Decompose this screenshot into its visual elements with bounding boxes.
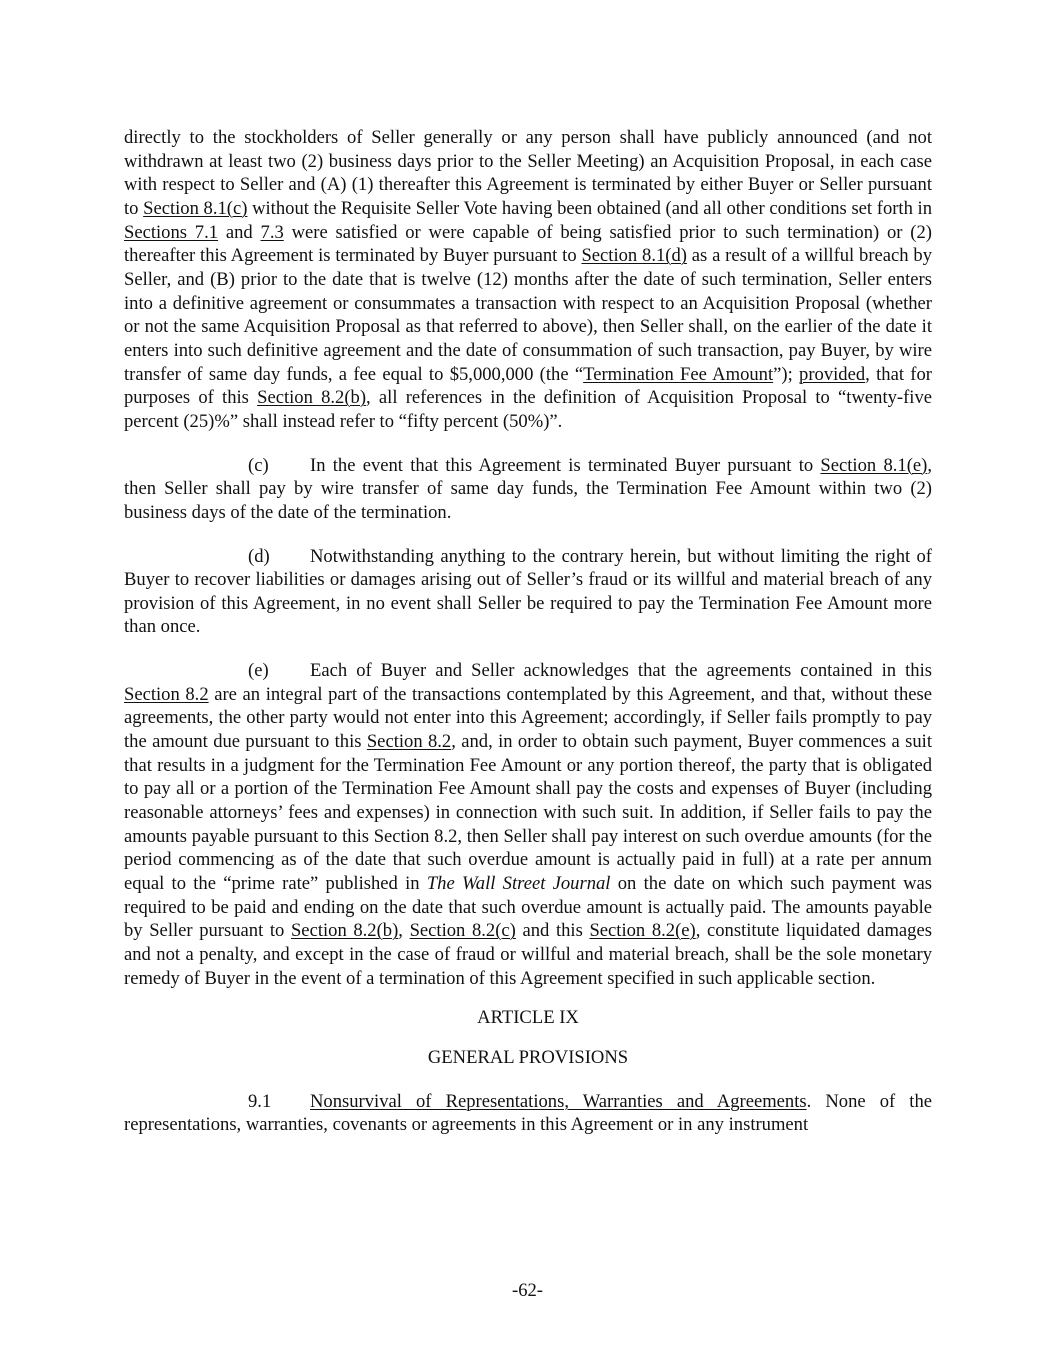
clause-label: (d) — [248, 545, 270, 567]
cross-reference-link[interactable]: Section 8.2(b) — [257, 387, 367, 409]
cross-reference-link[interactable]: Section 8.2(e) — [589, 920, 696, 942]
paragraph-8-2-c: (c) In the event that this Agreement is terminated Buyer pursuant to Section 8.1(e), then Seller shall pay by wire transfer of same day funds, the Termination Fee Amount within two (2) business days of the date of the termination. — [124, 454, 932, 523]
cross-reference-link[interactable]: Section 8.2(c) — [409, 920, 516, 942]
cross-reference-link[interactable]: Section 8.1(e) — [820, 454, 928, 476]
paragraph-8-2-d: (d) Notwithstanding anything to the contrary herein, but without limiting the right of Buyer to recover liabilities or damages arising out of Seller’s fraud or its willful and material breach of any provision of this Agreement, in no event shall Seller be required to pay the Termination Fee Amount more than once. — [124, 545, 932, 638]
section-number: 9.1 — [248, 1090, 272, 1112]
cross-reference-link[interactable]: Section 8.1(c) — [143, 197, 248, 219]
cross-reference-link[interactable]: Sections 7.1 — [124, 221, 219, 243]
section-9-1: 9.1 Nonsurvival of Representations, Warranties and Agreements. None of the representations, warranties, covenants or agreements in this Agreement or in any instrument — [124, 1090, 932, 1136]
page-number: -62- — [512, 1280, 543, 1301]
paragraph-8-2-e: (e) Each of Buyer and Seller acknowledges that the agreements contained in this Section 8.2 are an integral part of the transactions contemplated by this Agreement, and that, without these agreements, the other party would not enter into this Agreement; accordingly, if Seller fails promptly to pay the amount due pursuant to this Section 8.2, and, in order to obtain such payment, Buyer commences a suit that results in a judgment for the Termination Fee Amount or any portion thereof, the party that is obligated to pay all or a portion of the Termination Fee Amount shall pay the costs and expenses of Buyer (including reasonable attorneys’ fees and expenses) in connection with such suit. In addition, if Seller fails to pay the amounts payable pursuant to this Section 8.2, then Seller shall pay interest on such overdue amounts (for the period commencing as of the date that such overdue amount is actually paid in full) at a rate per annum equal to the “prime rate” published in The Wall Street Journal on the date on which such payment was required to be paid and ending on the date that such overdue amount is actually paid. The amounts payable by Seller pursuant to Section 8.2(b), Section 8.2(c) and this Section 8.2(e), constitute liquidated damages and not a penalty, and except in the case of fraud or willful and material breach, shall be the sole monetary remedy of Buyer in the event of a termination of this Agreement specified in such applicable section. — [124, 660, 932, 989]
cross-reference-link[interactable]: Section 8.2(b) — [290, 920, 399, 942]
publication-title: The Wall Street Journal — [426, 873, 611, 895]
document-page — [124, 126, 932, 1137]
cross-reference-link[interactable]: Section 8.2 — [366, 731, 452, 753]
article-title: GENERAL PROVISIONS — [427, 1046, 629, 1068]
provided-term: provided — [799, 363, 866, 385]
clause-label: (c) — [248, 454, 269, 476]
defined-term: Termination Fee Amount — [583, 363, 774, 385]
paragraph-8-2-b-continued: directly to the stockholders of Seller generally or any person shall have publicly announced (and not withdrawn at least two (2) business days prior to the Seller Meeting) an Acquisition Proposal, in each case with respect to Seller and (A) (1) thereafter this Agreement is terminated by either Buyer or Seller pursuant to Section 8.1(c) without the Requisite Seller Vote having been obtained (and all other conditions set forth in Sections 7.1 and 7.3 were satisfied or were capable of being satisfied prior to such termination) or (2) thereafter this Agreement is terminated by Buyer pursuant to Section 8.1(d) as a result of a willful breach by Seller, and (B) prior to the date that is twelve (12) months after the date of such termination, Seller enters into a definitive agreement or consummates a transaction with respect to an Acquisition Proposal (whether or not the same Acquisition Proposal as that referred to above), then Seller shall, on the earlier of the date it enters into such definitive agreement and the date of consummation of such transaction, pay Buyer, by wire transfer of same day funds, a fee equal to $5,000,000 (the “Termination Fee Amount”); provided, that for purposes of this Section 8.2(b), all references in the definition of Acquisition Proposal to “twenty-five percent (25)%” shall instead refer to “fifty percent (50%)”. — [124, 127, 933, 432]
cross-reference-link[interactable]: Section 8.2 — [124, 683, 209, 705]
article-heading: ARTICLE IX — [477, 1007, 579, 1029]
cross-reference-link[interactable]: 7.3 — [260, 221, 284, 243]
section-title: Nonsurvival of Representations, Warranties and Agreements — [310, 1090, 807, 1112]
clause-label: (e) — [248, 660, 269, 682]
cross-reference-link[interactable]: Section 8.1(d) — [581, 245, 687, 267]
